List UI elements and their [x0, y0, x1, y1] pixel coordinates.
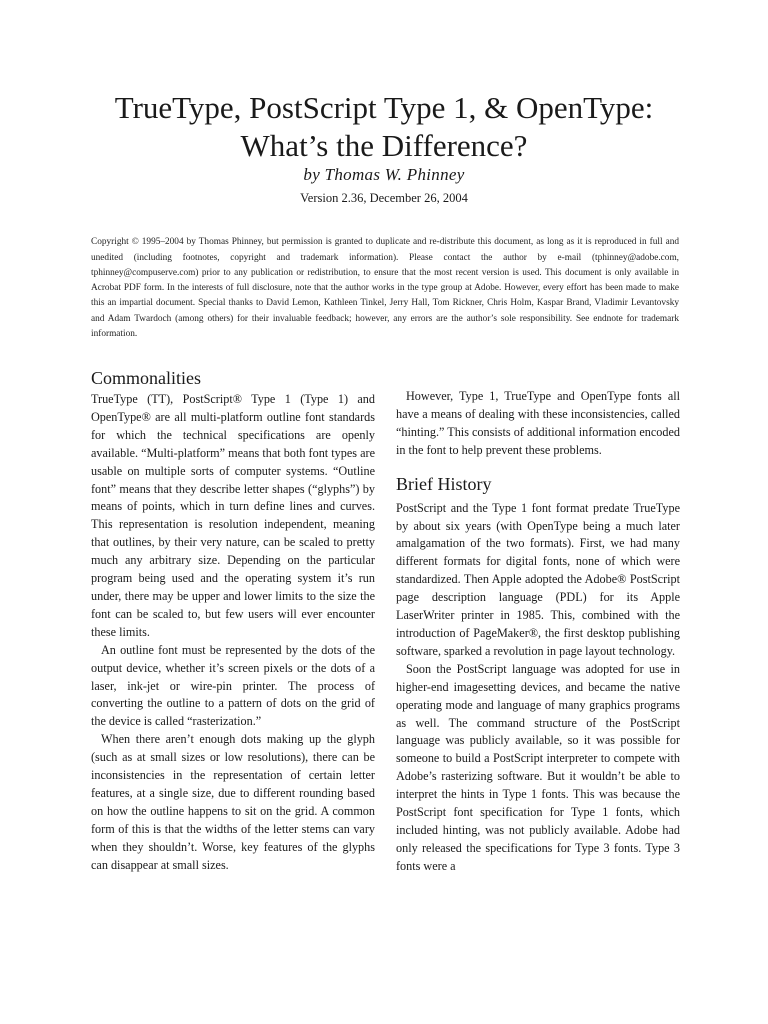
section-heading-commonalities: Commonalities [91, 368, 201, 388]
paragraph: Soon the PostScript language was adopted for use in higher-end imagesetting devices, and became the native operating mode and language of many graphics programs as well. The command structure of the PostScript language was publicly available, so it was possible for someone to build a PostScript interpreter to compete with Adobe’s rasterizing software. But it wouldn’t be able to interpret the hints in Type 1 fonts. This was because the PostScript font specification for Type 1 fonts, which included hinting, was not publicly available. Adobe had only released the specifications for Type 3 fonts. Type 3 fonts were a [396, 661, 680, 873]
author-byline: by Thomas W. Phinney [303, 165, 465, 184]
title-line-2: What’s the Difference? [240, 128, 528, 163]
paragraph: However, Type 1, TrueType and OpenType fonts all have a means of dealing with these inconsistencies, called “hinting.” This consists of additional information encoded in the font to help prevent these problems. [396, 389, 680, 457]
section-heading-brief-history: Brief History [396, 473, 492, 494]
paragraph: TrueType (TT), PostScript® Type 1 (Type 1) and OpenType® are all multi-platform outline font standards for which the technical specifications are openly available. “Multi-platform” means that both font types are usable on multiple sorts of computer systems. “Outline font” means that they describe letter shapes (“glyphs”) by means of points, which in turn define lines and curves. This representation is resolution independent, meaning that outlines, by their very nature, can be scaled to pretty much any arbitrary size. Depending on the particular program being used and the operating system it’s run under, there may be upper and lower limits to the size the font can be scaled to, but few users will ever encounter these limits. [91, 392, 375, 639]
copyright-notice: Copyright © 1995–2004 by Thomas Phinney, but permission is granted to duplicate and re-distribute this document, as long as it is reproduced in full and unedited (including footnotes, copyright and trademark information). Please contact the author by e-mail (tphinney@adobe.com, tphinney@compuserve.com) prior to any publication or redistribution, to ensure that the most recent version is used. This document is only available in Acrobat PDF form. In the interests of full disclosure, note that the author works in the type group at Adobe. However, every effort has been made to make this an impartial document. Special thanks to David Lemon, Kathleen Tinkel, Jerry Hall, Tom Rickner, Chris Holm, Kaspar Brand, Vladimir Levantovsky and Adam Twardoch (among others) for their invaluable feedback; however, any errors are the author’s sole responsibility. See endnote for trademark information. [91, 237, 679, 340]
title-line-1: TrueType, PostScript Type 1, & OpenType: [114, 90, 654, 125]
document-title [0, 89, 768, 165]
paragraph: PostScript and the Type 1 font format predate TrueType by about six years (with OpenType being a much later amalgamation of the two formats). First, we had many different formats for digital fonts, none of which were standardized. Then Apple adopted the Adobe® PostScript page description language (PDL) for its Apple LaserWriter printer in 1985. This, combined with the introduction of PageMaker®, the first desktop publishing software, sparked a revolution in page layout technology. [396, 500, 680, 658]
left-column [91, 366, 375, 874]
paragraph: An outline font must be represented by the dots of the output device, whether it’s screen pixels or the dots of a laser, ink-jet or wire-pin printer. The process of converting the outline to a pattern of dots on the grid of the device is called “rasterization.” [91, 642, 375, 729]
version-line: Version 2.36, December 26, 2004 [300, 191, 468, 205]
right-column [396, 388, 680, 876]
paragraph: When there aren’t enough dots making up the glyph (such as at small sizes or low resolutions), there can be inconsistencies in the representation of certain letter features, at a single size, due to different rounding based on how the outline happens to sit on the grid. A common form of this is that the widths of the letter stems can vary when they shouldn’t. Worse, key features of the glyphs can disappear at small sizes. [91, 732, 375, 872]
